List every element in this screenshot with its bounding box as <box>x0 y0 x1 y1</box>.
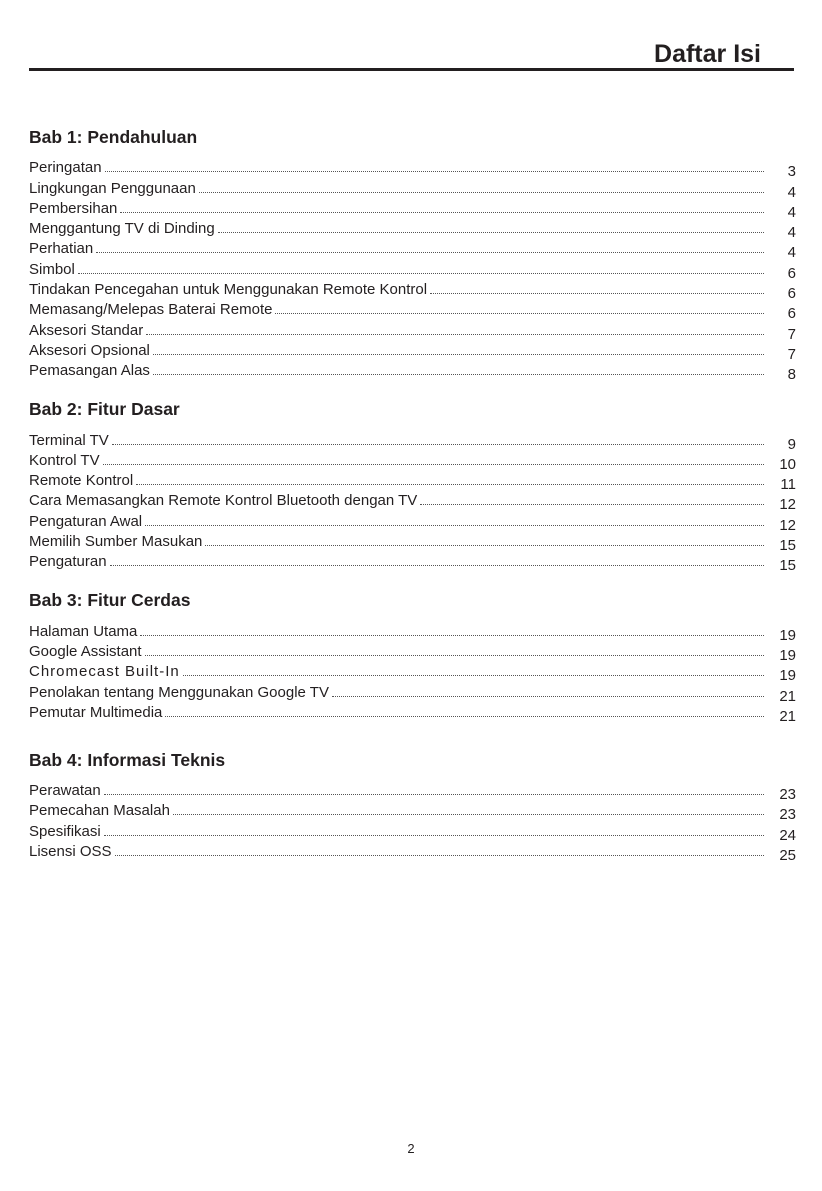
toc-entry[interactable] <box>29 298 799 323</box>
toc-entry-page: 11 <box>780 476 796 494</box>
toc-entry[interactable] <box>29 318 799 343</box>
toc-entry[interactable] <box>29 339 799 363</box>
toc-entry-page: 19 <box>779 667 796 685</box>
toc-entry-page: 10 <box>779 455 796 473</box>
toc-entry-page: 3 <box>787 163 796 181</box>
toc-entry-label: Pemasangan Alas <box>29 362 150 380</box>
dot-leader <box>183 675 764 676</box>
toc-entry-label: Pemutar Multimedia <box>29 703 163 721</box>
toc-entry-label: Simbol <box>29 260 75 278</box>
page-title: Daftar Isi <box>654 40 761 68</box>
toc-entry[interactable] <box>29 550 799 575</box>
toc-entry[interactable] <box>29 530 799 555</box>
toc-entry[interactable] <box>29 237 799 262</box>
dot-leader <box>104 794 764 795</box>
toc-entry-page: 9 <box>787 435 796 453</box>
toc-entry[interactable] <box>29 176 799 201</box>
toc-entry[interactable] <box>29 359 799 384</box>
dot-leader <box>146 334 764 335</box>
toc-entry-label: Remote Kontrol <box>29 472 134 490</box>
dot-leader <box>96 252 764 253</box>
chapter-section <box>29 396 799 575</box>
toc-entry-page: 6 <box>787 264 796 282</box>
toc-entry[interactable] <box>29 509 799 534</box>
dot-leader <box>332 696 764 697</box>
toc-entry-page: 12 <box>779 496 796 514</box>
toc-entry[interactable] <box>29 197 799 221</box>
toc-entry-label: Tindakan Pencegahan untuk Menggunakan Remote Kontrol <box>29 281 428 299</box>
dot-leader <box>105 171 764 172</box>
toc-entry-label: Google Assistant <box>29 642 142 660</box>
toc-entry-label: Halaman Utama <box>29 622 138 640</box>
toc-entry[interactable] <box>29 428 799 453</box>
dot-leader <box>115 855 764 856</box>
dot-leader <box>153 374 764 375</box>
toc-entry-label: Lingkungan Penggunaan <box>29 179 196 197</box>
toc-entry[interactable] <box>29 640 799 664</box>
toc-entry-page: 23 <box>779 806 796 824</box>
dot-leader <box>103 464 764 465</box>
toc-entry[interactable] <box>29 619 799 644</box>
dot-leader <box>110 565 764 566</box>
toc-entry-page: 19 <box>779 626 796 644</box>
toc-entry-label: Memilih Sumber Masukan <box>29 533 203 551</box>
dot-leader <box>199 192 764 193</box>
toc-entry-label: Chromecast Built-In <box>29 663 180 681</box>
toc-entry-label: Pengaturan <box>29 553 107 571</box>
dot-leader <box>145 655 764 656</box>
toc-entry-label: Menggantung TV di Dinding <box>29 220 215 238</box>
toc-entry-page: 15 <box>779 557 796 575</box>
title-divider <box>29 68 794 71</box>
dot-leader <box>153 354 764 355</box>
toc-entry-label: Aksesori Opsional <box>29 341 150 359</box>
toc-entry[interactable] <box>29 680 799 705</box>
toc-entry[interactable] <box>29 156 799 181</box>
dot-leader <box>430 293 764 294</box>
chapter-heading: Bab 1: Pendahuluan <box>29 127 198 147</box>
chapter-heading: Bab 2: Fitur Dasar <box>29 399 180 420</box>
toc-entry-label: Lisensi OSS <box>29 843 112 861</box>
toc-entry[interactable] <box>29 217 799 242</box>
chapter-heading: Bab 4: Informasi Teknis <box>29 749 226 770</box>
toc-entry-label: Pengaturan Awal <box>29 512 143 530</box>
toc-entry-label: Pemecahan Masalah <box>29 802 170 820</box>
dot-leader <box>145 525 764 526</box>
toc-entry-page: 23 <box>779 786 796 804</box>
toc-entry[interactable] <box>29 489 799 514</box>
chapter-heading: Bab 3: Fitur Cerdas <box>29 590 191 611</box>
chapter-section <box>29 124 799 384</box>
toc-entry-page: 7 <box>787 325 796 343</box>
dot-leader <box>275 313 764 314</box>
dot-leader <box>173 814 764 815</box>
toc-entry-page: 12 <box>779 516 796 534</box>
toc-entry[interactable] <box>29 819 799 844</box>
toc-entry-page: 7 <box>787 345 796 363</box>
dot-leader <box>218 232 764 233</box>
toc-entry-page: 21 <box>779 687 796 705</box>
dot-leader <box>78 273 764 274</box>
toc-entry-label: Perawatan <box>29 782 101 800</box>
toc-entry-page: 25 <box>779 847 796 865</box>
table-of-contents <box>29 124 799 877</box>
toc-entry-label: Penolakan tentang Menggunakan Google TV <box>29 683 329 701</box>
toc-entry[interactable] <box>29 779 799 804</box>
dot-leader <box>136 484 764 485</box>
toc-entry-page: 15 <box>779 537 796 555</box>
chapter-section <box>29 587 799 725</box>
dot-leader <box>165 716 764 717</box>
toc-entry-page: 8 <box>787 366 796 384</box>
toc-entry-page: 6 <box>787 305 796 323</box>
toc-entry-page: 21 <box>779 707 796 725</box>
dot-leader <box>104 835 764 836</box>
toc-entry-page: 24 <box>779 826 796 844</box>
toc-entry[interactable] <box>29 660 799 685</box>
toc-entry-label: Memasang/Melepas Baterai Remote <box>29 301 273 319</box>
toc-entry[interactable] <box>29 278 799 303</box>
dot-leader <box>120 212 764 213</box>
toc-entry-label: Cara Memasangkan Remote Kontrol Bluetooth dengan TV <box>29 492 418 510</box>
toc-entry[interactable] <box>29 449 799 473</box>
toc-entry-label: Perhatian <box>29 240 94 258</box>
toc-entry-label: Spesifikasi <box>29 822 101 840</box>
dot-leader <box>205 545 764 546</box>
toc-entry-label: Aksesori Standar <box>29 321 144 339</box>
toc-entry-page: 4 <box>787 244 796 262</box>
dot-leader <box>112 444 764 445</box>
page-number: 2 <box>407 1141 415 1156</box>
toc-entry-page: 6 <box>787 285 796 303</box>
toc-entry[interactable] <box>29 840 799 865</box>
toc-entry-label: Pembersihan <box>29 199 118 217</box>
toc-entry-label: Terminal TV <box>29 431 109 449</box>
toc-entry-label: Kontrol TV <box>29 451 100 469</box>
toc-entry-page: 4 <box>787 224 796 242</box>
toc-entry-page: 4 <box>787 183 796 201</box>
toc-entry-page: 19 <box>779 646 796 664</box>
toc-entry-label: Peringatan <box>29 159 102 177</box>
toc-entry-page: 4 <box>787 203 796 221</box>
dot-leader <box>140 635 764 636</box>
toc-entry[interactable] <box>29 701 799 725</box>
dot-leader <box>420 504 764 505</box>
chapter-section <box>29 747 799 865</box>
toc-entry[interactable] <box>29 257 799 282</box>
toc-entry[interactable] <box>29 469 799 494</box>
toc-entry[interactable] <box>29 799 799 824</box>
